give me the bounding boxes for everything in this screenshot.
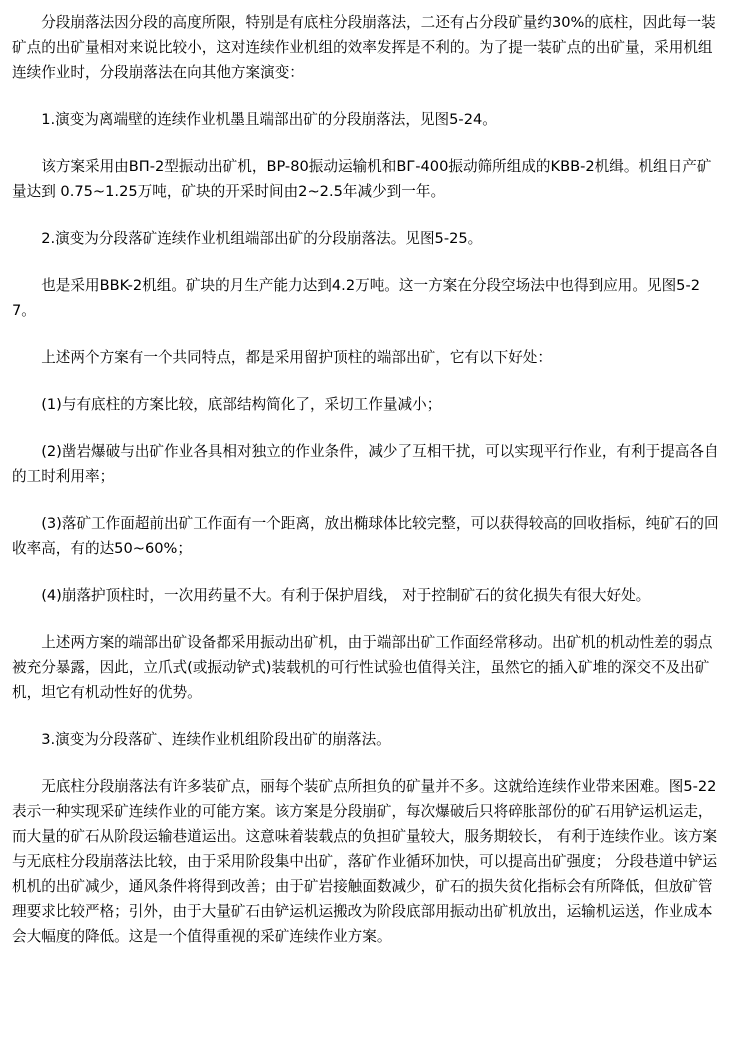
paragraph-variant-1: 1.演变为离端壁的连续作业机墨且端部出矿的分段崩落法，见图5-24。 xyxy=(41,111,497,128)
document-body xyxy=(12,10,720,949)
paragraph-benefit-3: (3)落矿工作面超前出矿工作面有一个距离，放出椭球体比较完整，可以获得较高的回收指标，纯矿石的回收率高，有的达50~60%； xyxy=(12,515,719,557)
paragraph-variant-1-detail: 该方案采用由BП-2型振动出矿机，BP-80振动运输机和BГ-400振动筛所组成的KBB-2机缉。机组日产矿量达到 0.75~1.25万吨，矿块的开采时间由2~2.5年减少到一年。 xyxy=(12,158,712,200)
paragraph-benefit-4: (4)崩落护顶柱时，一次用药量不大。有利于保护眉线， 对于控制矿石的贫化损失有很大好处。 xyxy=(41,587,651,604)
paragraph-common-features: 上述两个方案有一个共同特点，都是采用留护顶柱的端部出矿，它有以下好处： xyxy=(41,349,552,366)
paragraph-intro: 分段崩落法因分段的高度所限，特别是有底柱分段崩落法，二还有占分段矿量约30%的底柱，因此每一装矿点的出矿量相对来说比较小，这对连续作业机组的效率发挥是不利的。为了提一装矿点的出矿量，采用机组连续作业时，分段崩落法在向其他方案演变： xyxy=(12,14,716,81)
paragraph-benefit-1: (1)与有底柱的方案比较，底部结构简化了，采切工作量减小； xyxy=(41,396,442,413)
paragraph-variant-3: 3.演变为分段落矿、连续作业机组阶段出矿的崩落法。 xyxy=(41,731,391,748)
paragraph-variant-2-detail: 也是采用BBK-2机组。矿块的月生产能力达到4.2万吨。这一方案在分段空场法中也得到应用。见图5-27。 xyxy=(12,277,701,319)
paragraph-variant-3-detail: 无底柱分段崩落法有许多装矿点，丽每个装矿点所担负的矿量并不多。这就给连续作业带来困难。图5-22表示一种实现采矿连续作业的可能方案。该方案是分段崩矿，每次爆破后只将碎胀部份的矿石用铲运机运走，而大量的矿石从阶段运输巷道运出。这意味着装载点的负担矿量较大，服务期较长， 有利于连续作业。该方案与无底柱分段崩落法比较，由于采用阶段集中出矿，落矿作业循环加快，可以提高出矿强度； 分段巷道中铲运机机的出矿减少，通风条件将得到改善；由于矿岩接触面数减少，矿石的损失贫化指标会有所降低，但放矿管理要求比较严格；引外，由于大量矿石由铲运机运搬改为阶段底部用振动出矿机放出，运输机运送，作业成本会大幅度的降低。这是一个值得重视的采矿连续作业方案。 xyxy=(12,778,718,945)
paragraph-variant-2: 2.演变为分段落矿连续作业机组端部出矿的分段崩落法。见图5-25。 xyxy=(41,230,483,247)
paragraph-benefit-2: (2)凿岩爆破与出矿作业各具相对独立的作业条件，减少了互相干扰，可以实现平行作业，有利于提高各自的工时利用率； xyxy=(12,443,719,485)
paragraph-equipment: 上述两方案的端部出矿设备都采用振动出矿机，由于端部出矿工作面经常移动。出矿机的机动性差的弱点被充分暴露，因此，立爪式(或振动铲式)装载机的可行性试验也值得关注，虽然它的插入矿堆的深交不及出矿机，坦它有机动性好的优势。 xyxy=(12,634,713,701)
